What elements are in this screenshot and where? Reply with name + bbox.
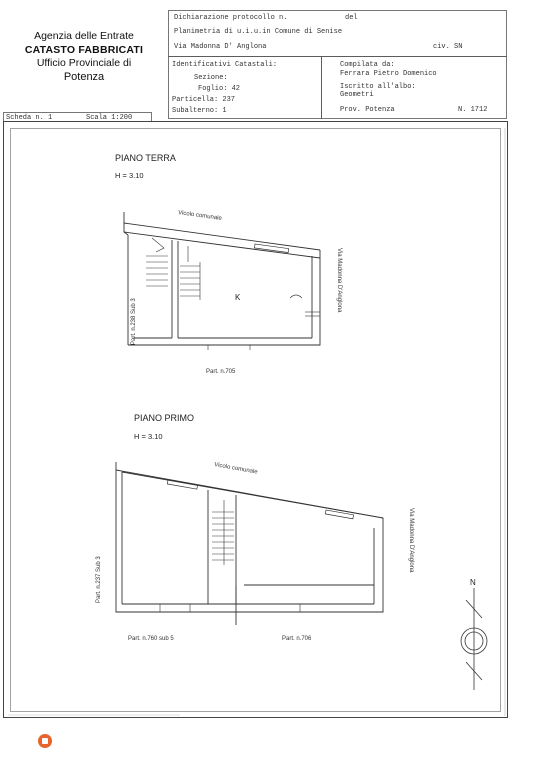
piano-primo-plan <box>116 462 383 625</box>
scala-label: Scala 1:200 <box>86 114 133 122</box>
piano-terra-plan <box>124 212 320 350</box>
brand-logo-icon <box>38 734 52 748</box>
dichiarazione-label: Dichiarazione protocollo n. <box>174 14 288 22</box>
foglio-label: Foglio: 42 <box>198 85 241 93</box>
compilata-label: Compilata da: <box>340 61 395 69</box>
via-label: Via Madonna D' Anglona <box>174 43 267 51</box>
identificativi-label: Identificativi Catastali: <box>172 61 278 69</box>
north-arrow <box>461 588 487 690</box>
compilatore-name: Ferrara Pietro Domenico <box>340 70 437 78</box>
catasto-title: CATASTO FABBRICATI <box>24 43 144 56</box>
piano-primo-vicolo: Vicolo comunale <box>213 462 258 476</box>
civico-label: civ. SN <box>433 43 463 51</box>
del-label: del <box>345 14 358 22</box>
north-label: N <box>470 578 476 587</box>
subalterno-label: Subalterno: 1 <box>172 107 227 115</box>
sezione-label: Sezione: <box>194 74 228 82</box>
albo-label: Geometri <box>340 91 374 99</box>
piano-primo-part-bottom-2: Part. n.706 <box>282 636 312 642</box>
iscritto-label: Iscritto all'albo: <box>340 83 416 91</box>
piano-terra-title: PIANO TERRA <box>115 153 176 163</box>
piano-terra-height: H = 3.10 <box>115 171 144 180</box>
ufficio-label: Ufficio Provinciale di <box>36 57 132 69</box>
scheda-label: Scheda n. 1 <box>6 114 53 122</box>
numero-albo: N. 1712 <box>458 106 488 114</box>
particella-label: Particella: 237 <box>172 96 236 104</box>
provincia-label: Prov. Potenza <box>340 106 395 114</box>
planimetria-label: Planimetria di u.i.u.in Comune di Senise <box>174 28 343 36</box>
piano-primo-part-left: Part. n.237 Sub 3 <box>96 556 102 603</box>
piano-primo-via: Via Madonna D'Anglona <box>408 508 414 573</box>
agency-name: Agenzia delle Entrate <box>34 30 134 42</box>
piano-terra-via: Via Madonna D'Anglona <box>336 248 342 313</box>
province-name: Potenza <box>63 70 105 83</box>
piano-primo-title: PIANO PRIMO <box>134 413 195 423</box>
piano-primo-height: H = 3.10 <box>134 432 163 441</box>
piano-terra-part-bottom: Part. n.705 <box>206 369 236 375</box>
piano-terra-part-left: Part. n.238 Sub 3 <box>131 298 137 345</box>
piano-primo-part-bottom-1: Part. n.760 sub 5 <box>128 636 174 642</box>
room-label: K <box>235 293 241 302</box>
piano-terra-vicolo: Vicolo comunale <box>177 210 223 222</box>
